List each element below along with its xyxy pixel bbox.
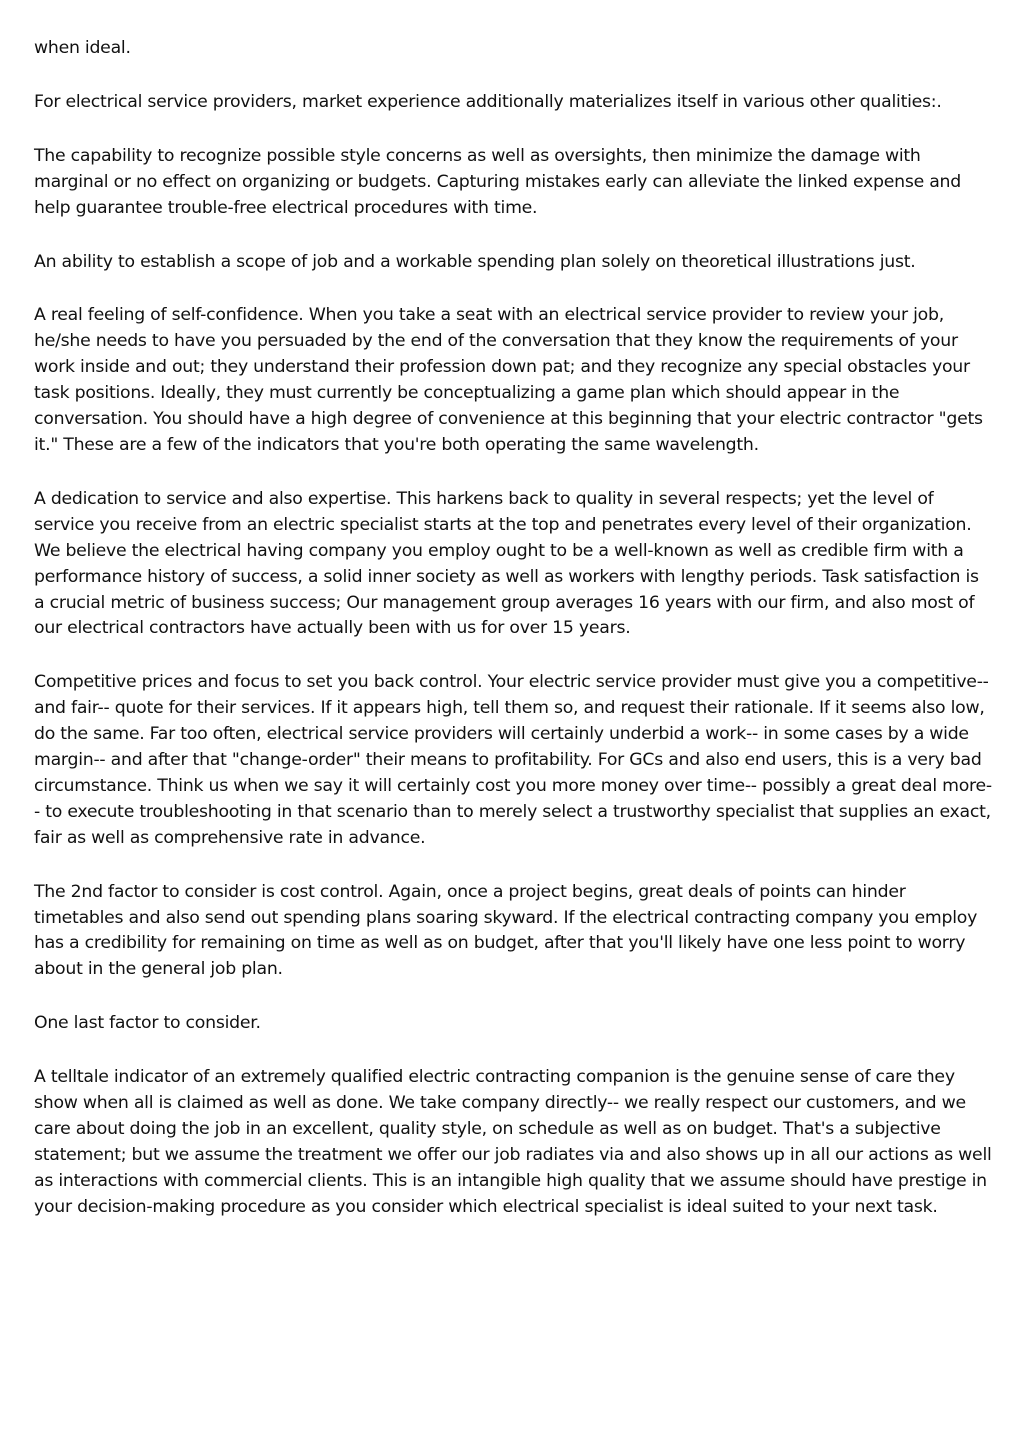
- paragraph-cost-control: The 2nd factor to consider is cost control. Again, once a project begins, great deals of points can hinder timetables and also send out spending plans soaring skyward. If the electrical contracting company you employ has a credibility for remaining on time as well as on budget, after that you'll likely have one less point to worry about in the general job plan.: [34, 881, 978, 980]
- paragraph-capability: The capability to recognize possible style concerns as well as oversights, then minimize the damage with marginal or no effect on organizing or budgets. Capturing mistakes early can alleviate the linked expense and help guarantee trouble-free electrical procedures with time.: [34, 145, 961, 218]
- paragraph-scope-ability: An ability to establish a scope of job and a workable spending plan solely on theoretical illustrations just.: [34, 251, 916, 272]
- paragraph-telltale-indicator: A telltale indicator of an extremely qualified electric contracting companion is the genuine sense of care they show when all is claimed as well as done. We take company directly-- we really respect our customers, and we care about doing the job in an excellent, quality style, on schedule as well as on budget. That's a subjective statement; but we assume the treatment we offer our job radiates via and also shows up in all our actions as well as interactions with commercial clients. This is an intangible high quality that we assume should have prestige in your decision-making procedure as you consider which electrical specialist is ideal suited to your next task.: [34, 1067, 992, 1217]
- paragraph-self-confidence: A real feeling of self-confidence. When you take a seat with an electrical service provider to review your job, he/she needs to have you persuaded by the end of the conversation that they know the requirements of your work inside and out; they understand their profession down pat; and they recognize any special obstacles your task positions. Ideally, they must currently be conceptualizing a game plan which should appear in the conversation. You should have a high degree of convenience at this beginning that your electric contractor "gets it." These are a few of the indicators that you're both operating the same wavelength.: [34, 305, 983, 455]
- paragraph-market-experience: For electrical service providers, market experience additionally materializes itself in various other qualities:.: [34, 91, 942, 112]
- paragraph-continuation: when ideal.: [34, 38, 131, 58]
- paragraph-last-factor: One last factor to consider.: [34, 1013, 261, 1034]
- document-page: [34, 36, 994, 1249]
- paragraph-dedication: A dedication to service and also expertise. This harkens back to quality in several respects; yet the level of service you receive from an electric specialist starts at the top and penetrates every level of their organization. We believe the electrical having company you employ ought to be a well-known as well as credible firm with a performance history of success, a solid inner society as well as workers with lengthy periods. Task satisfaction is a crucial metric of business success; Our management group averages 16 years with our firm, and also most of our electrical contractors have actually been with us for over 15 years.: [34, 488, 979, 639]
- paragraph-competitive-prices: Competitive prices and focus to set you back control. Your electric service provider must give you a competitive-- and fair-- quote for their services. If it appears high, tell them so, and request their rationale. If it seems also low, do the same. Far too often, electrical service providers will certainly underbid a work-- in some cases by a wide margin-- and after that "change-order" their means to profitability. For GCs and also end users, this is a very bad circumstance. Think us when we say it will certainly cost you more money over time-- possibly a great deal more-- to execute troubleshooting in that scenario than to merely select a trustworthy specialist that supplies an exact, fair as well as comprehensive rate in advance.: [34, 672, 992, 848]
